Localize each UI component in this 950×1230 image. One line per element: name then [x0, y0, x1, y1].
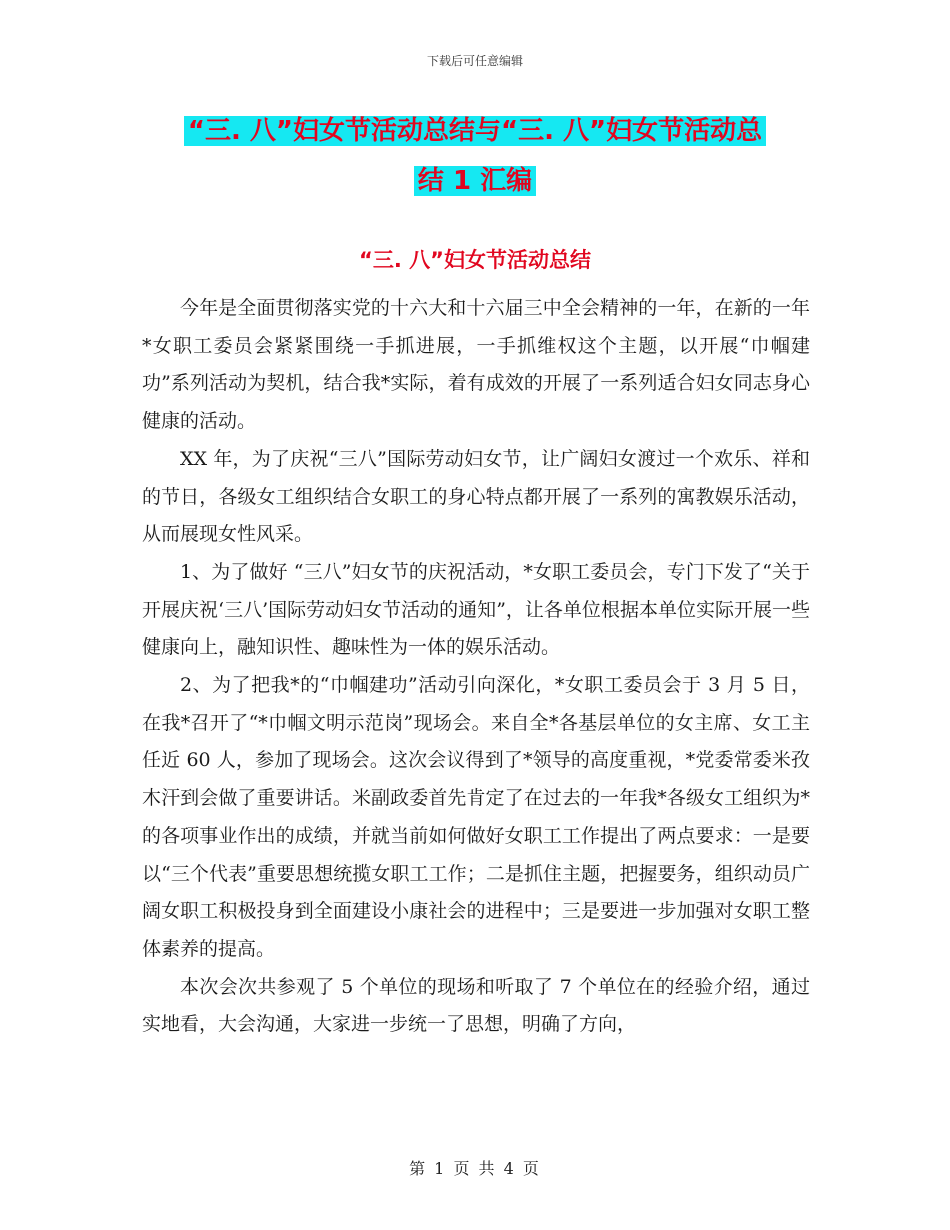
page-footer: 第 1 页 共 4 页 — [409, 1159, 541, 1178]
paragraph: 本次会次共参观了 5 个单位的现场和听取了 7 个单位在的经验介绍，通过实地看，大会沟通，大家进一步统一了思想，明确了方向， — [142, 975, 810, 1036]
document-title — [0, 106, 950, 206]
section-title: “三. 八”妇女节活动总结 — [359, 248, 591, 272]
document-body — [142, 290, 810, 1044]
paragraph: 1、为了做好 “三八”妇女节的庆祝活动，*女职工委员会，专门下发了“关于开展庆祝‘三八’国际劳动妇女节活动的通知”，让各单位根据本单位实际开展一些健康向上，融知识性、趣味性为一体的娱乐活动。 — [142, 560, 810, 659]
title-line-1: “三. 八”妇女节活动总结与“三. 八”妇女节活动总 — [184, 116, 766, 146]
header-note: 下载后可任意编辑 — [426, 54, 523, 68]
paragraph: XX 年，为了庆祝“三八”国际劳动妇女节，让广阔妇女渡过一个欢乐、祥和的节日，各级女工组织结合女职工的身心特点都开展了一系列的寓教娱乐活动，从而展现女性风采。 — [142, 447, 810, 546]
paragraph: 2、为了把我*的“巾帼建功”活动引向深化，*女职工委员会于 3 月 5 日，在我*召开了“*巾帼文明示范岗”现场会。来自全*各基层单位的女主席、女工主任近 60 人，参加了现场会。这次会议得到了*领导的高度重视，*党委常委米孜木汗到会做了重要讲话。米副政委首先肯定了在过去的一年我*各级女工组织为*的各项事业作出的成绩，并就当前如何做好女职工工作提出了两点要求：一是要以“三个代表”重要思想统揽女职工工作；二是抓住主题，把握要务，组织动员广阔女职工积极投身到全面建设小康社会的进程中；三是要进一步加强对女职工整体素养的提高。 — [142, 674, 810, 960]
title-line-2: 结 1 汇编 — [414, 166, 536, 196]
paragraph: 今年是全面贯彻落实党的十六大和十六届三中全会精神的一年，在新的一年*女职工委员会紧紧围绕一手抓进展，一手抓维权这个主题，以开展“巾帼建功”系列活动为契机，结合我*实际，着有成效的开展了一系列适合妇女同志身心健康的活动。 — [142, 297, 810, 433]
